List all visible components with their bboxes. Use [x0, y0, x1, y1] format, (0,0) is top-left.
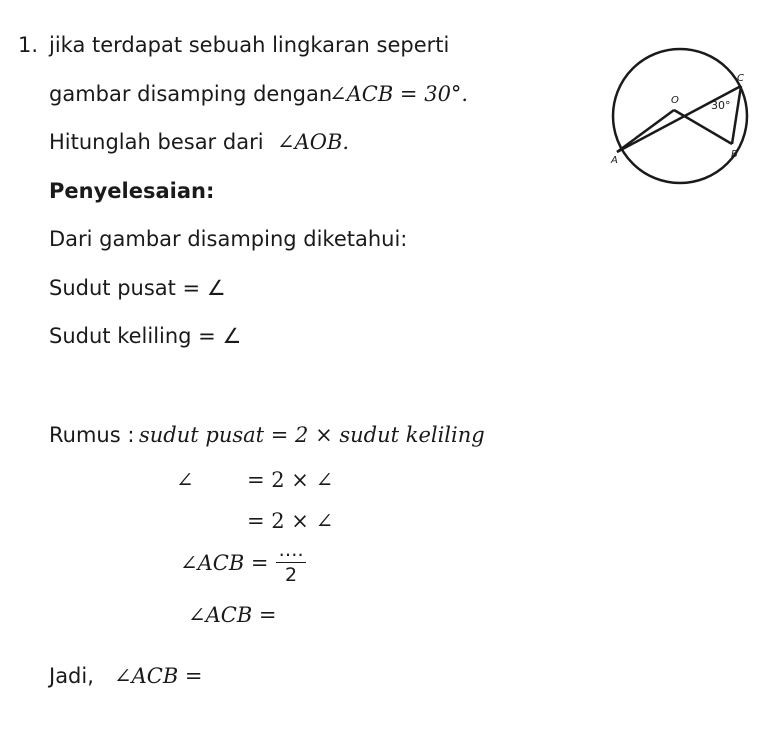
step-1-left: ∠	[176, 468, 194, 492]
segment-ob	[674, 110, 732, 144]
step-1-right: = 2 × ∠	[247, 468, 334, 492]
formula: sudut pusat = 2 × sudut keliling	[139, 423, 485, 447]
label-c: C	[737, 73, 744, 84]
segment-ao	[617, 110, 674, 152]
question-line-2-text: gambar disamping dengan	[49, 82, 333, 106]
formula-label: Rumus :	[49, 423, 135, 447]
conclusion-math: ∠ACB =	[114, 664, 203, 688]
question-line-1: jika terdapat sebuah lingkaran seperti	[49, 33, 450, 57]
step-3-left: ∠ACB =	[180, 551, 269, 575]
solution-intro: Dari gambar disamping diketahui:	[49, 227, 408, 251]
question-line-3-math: ∠AOB.	[277, 130, 350, 154]
question-number: 1.	[18, 33, 39, 57]
segment-cb	[732, 86, 741, 144]
conclusion-text: Jadi,	[49, 664, 94, 688]
circle-figure	[605, 42, 755, 190]
step-4: ∠ACB =	[188, 603, 277, 627]
fraction-denominator: 2	[284, 564, 298, 586]
step-2-right: = 2 × ∠	[247, 509, 334, 533]
step-3-fraction	[276, 540, 306, 587]
label-o: O	[671, 95, 679, 106]
circle-outline	[613, 49, 747, 183]
segment-ac	[617, 86, 741, 152]
central-angle-line: Sudut pusat = ∠	[49, 276, 226, 300]
solution-heading: Penyelesaian:	[49, 179, 215, 203]
label-a: A	[611, 155, 618, 166]
question-line-3-text: Hitunglah besar dari	[49, 130, 264, 154]
question-line-2-math: ∠ACB = 30°.	[329, 82, 469, 106]
label-b: B	[731, 149, 738, 160]
angle-label-30: 30°	[711, 99, 731, 112]
fraction-numerator: ….	[276, 540, 306, 563]
inscribed-angle-line: Sudut keliling = ∠	[49, 324, 242, 348]
